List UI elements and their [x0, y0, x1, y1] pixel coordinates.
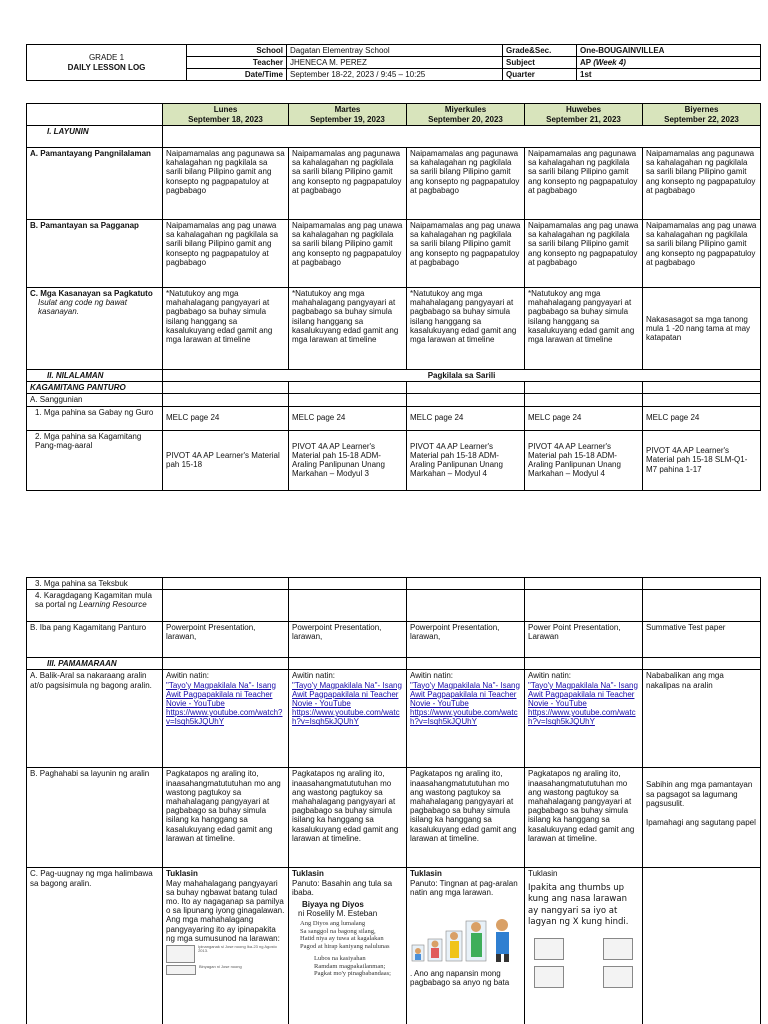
day-date: September 22, 2023	[664, 114, 739, 124]
cell-a-4: Naipamamalas ang pagunawa sa kahalagahan ng pagkilala sa sarili bilang Pilipino gamit ang konsepto ng pagpapatuloy at pagbabago	[643, 148, 761, 220]
header-table	[26, 44, 761, 81]
quarter-value: 1st	[577, 69, 761, 81]
figure-caption-1: Ipinanganak si Jose noong Ika-23 ng Agosto 2013.	[198, 943, 277, 954]
poem-title: Biyaya ng Diyos	[302, 899, 364, 909]
pag-uugnay-row	[27, 868, 761, 1024]
activity-photo-1	[534, 938, 564, 960]
cell-c-1: *Natutukoy ang mga mahahalagang pangyayari at pagbabago sa buhay simula isilang hanggang sa kasalukuyang edad gamit ang mga larawan at timeline	[289, 288, 407, 370]
kagamitan-pahina-label: 2. Mga pahina sa Kagamitang Pang-mag-aaral	[27, 430, 163, 490]
grade-text: GRADE 1	[88, 53, 125, 63]
figure-row	[166, 945, 285, 963]
day-name: Huwebes	[565, 105, 602, 115]
log-title: DAILY LESSON LOG	[67, 62, 146, 72]
day-name: Biyernes	[684, 105, 719, 115]
youtube-link[interactable]: https://www.youtube.com/watch?v=Isqh5kJQUhY	[528, 708, 636, 727]
karagdagan-label: 4. Karagdagang Kagamitan mula sa portal ng	[35, 591, 152, 610]
day-name: Lunes	[213, 105, 238, 115]
balik-3	[525, 670, 643, 768]
cell-a-0: Naipamamalas ang pagunawa sa kahalagahan ng pagkilala sa sarili bilang Pilipino gamit ang konsepto ng pagpapatuloy at pagbabago	[163, 148, 289, 220]
subject-cell	[577, 57, 761, 69]
pagbabago-question: . Ano ang napansin mong pagbabago sa anyo ng bata	[410, 968, 510, 988]
poem-line: Hatid niya ay tuwa at kagalakan	[300, 935, 384, 943]
iba-4: Summative Test paper	[643, 622, 761, 658]
activity-photo-2	[603, 938, 633, 960]
school-value: Dagatan Elementray School	[287, 45, 503, 57]
cell-c-4: Nakasasagot sa mga tanong mula 1 -20 nang tama at may katapatan	[643, 288, 761, 370]
activity-images	[528, 966, 639, 988]
datetime-label: Date/Time	[187, 69, 287, 81]
paghahabi-3: Pagkatapos ng araling ito, inaasahangmatututuhan mo ang wastong pagtukoy sa mahahalagang pangyayari at pagbabago sa buhay simula isilang ka hanggang sa kasalukuyang edad gamit ang larawan at timeline.	[525, 768, 643, 868]
tuklasin-heading-plain: Tuklasin	[528, 869, 558, 879]
label-c-sub: Isulat ang code ng bawat kasanayan.	[38, 298, 127, 317]
awitin-text: Awitin natin:	[166, 671, 209, 681]
teacher-label: Teacher	[187, 57, 287, 69]
label-a: A. Pamantayang Pangnilalaman	[27, 148, 163, 220]
pag-uugnay-label: C. Pag-uugnay ng mga halimbawa sa bagong aralin.	[27, 868, 163, 1024]
day-header-biyernes	[643, 104, 761, 126]
thumbs-up-instructions: Ipakita ang thumbs up kung ang nasa larawan ay nangyari sa iyo at lagyan ng X kung hindi.	[528, 882, 629, 927]
day-date: September 19, 2023	[310, 114, 385, 124]
day-name: Martes	[334, 105, 361, 115]
balik-label: A. Balik-Aral sa nakaraang aralin at/o pagsisimula ng bagong aralin.	[27, 670, 163, 768]
gabay-label: 1. Mga pahina sa Gabay ng Guro	[27, 406, 163, 430]
teksbuk-row	[27, 578, 761, 590]
figure-caption-2: Binyagan ni Jose noong	[199, 963, 242, 969]
gradesec-label: Grade&Sec.	[503, 45, 577, 57]
sanggunian-row	[27, 394, 761, 406]
karagdagan-cell	[27, 590, 163, 622]
row-kasanayan	[27, 288, 761, 370]
gradesec-value: One-BOUGAINVILLEA	[577, 45, 761, 57]
cell-b-1: Naipamamalas ang pag unawa sa kahalagahan ng pagkilala sa sarili bilang Pilipino gamit ang konsepto ng pagpapatuloy at pagbabago	[289, 220, 407, 288]
cell-b-0: Naipamamalas ang pag unawa sa kahalagahan ng pagkilala sa sarili bilang Pilipino gamit ang konsepto ng pagpapatuloy at pagbabago	[163, 220, 289, 288]
layunin-row	[27, 126, 761, 148]
kagamitan-1: PIVOT 4A AP Learner's Material pah 15-18 ADM-Araling Panlipunan Unang Markahan – Modyul 3	[289, 430, 407, 490]
lesson-table-continued	[26, 577, 761, 1024]
cell-a-3: Naipamamalas ang pagunawa sa kahalagahan ng pagkilala sa sarili bilang Pilipino gamit ang konsepto ng pagpapatuloy at pagbabago	[525, 148, 643, 220]
subject-week: (Week 4)	[593, 57, 626, 67]
gabay-4: MELC page 24	[643, 406, 761, 430]
song-link[interactable]: "Tayo'y Magpakilala Na"- Isang Awit Pagpapakilala ni Teacher Novie - YouTube	[410, 680, 520, 708]
subject-value: AP	[580, 57, 591, 67]
awitin-text: Awitin natin:	[528, 671, 571, 681]
gabay-1: MELC page 24	[289, 406, 407, 430]
day-header-lunes	[163, 104, 289, 126]
balik-1	[289, 670, 407, 768]
cell-b-4: Naipamamalas ang pag unawa sa kahalagahan ng pagkilala sa sarili bilang Pilipino gamit ang konsepto ng pagpapatuloy at pagbabago	[643, 220, 761, 288]
lesson-table	[26, 103, 761, 491]
cell-a-1: Naipamamalas ang pagunawa sa kahalagahan ng pagkilala sa sarili bilang Pilipino gamit ang konsepto ng pagpapatuloy at pagbabago	[289, 148, 407, 220]
iba-1: Powerpoint Presentation, larawan,	[289, 622, 407, 658]
school-label: School	[187, 45, 287, 57]
awitin-text: Awitin natin:	[410, 671, 453, 681]
iba-2: Powerpoint Presentation, larawan,	[407, 622, 525, 658]
header-block	[26, 44, 761, 81]
poem-line: Ang Diyos ang lumalang	[300, 920, 366, 928]
activity-photo-4	[603, 966, 633, 988]
teksbuk-label: 3. Mga pahina sa Teksbuk	[27, 578, 163, 590]
awitin-text: Awitin natin:	[292, 671, 335, 681]
day-date: September 18, 2023	[188, 114, 263, 124]
song-link[interactable]: "Tayo'y Magpakilala Na"- Isang Awit Pagpapakilala ni Teacher Novie - YouTube	[292, 680, 402, 708]
paghahabi-4	[643, 768, 761, 868]
pamamaraan-row	[27, 658, 761, 670]
grade-cell	[27, 45, 187, 81]
poem-line: Sa sanggol na bagong silang,	[300, 927, 376, 935]
tuklasin-heading: Tuklasin	[292, 869, 324, 879]
lesson-table-part2	[26, 577, 761, 1024]
karagdagan-italic: Learning Resource	[79, 600, 147, 610]
cell-c-2: *Natutukoy ang mga mahahalagang pangyayari at pagbabago sa buhay simula isilang hanggang sa kasalukuyang edad gamit ang mga larawan at timeline	[407, 288, 525, 370]
pag-uugnay-3	[525, 868, 643, 1024]
karagdagan-row	[27, 590, 761, 622]
cell-c-0: *Natutukoy ang mga mahahalagang pangyayari at pagbabago sa buhay simula isilang hanggang sa kasalukuyang edad gamit ang mga larawan at timeline	[163, 288, 289, 370]
sanggunian-label: A. Sanggunian	[27, 394, 163, 406]
nilalaman-content: Pagkilala sa Sarili	[163, 370, 761, 382]
tuklasin-text: May mahahalagang pangyayari sa buhay ngbawat batang tulad mo. Ito ay nagaganap sa pamilya o sa lipunang iyong ginagalawan. Ang mga mahahalagang pangyayaring ito ay ipinapakita ng mga sumusunod na larawan:	[166, 878, 285, 943]
kagamitan-pahina-row	[27, 430, 761, 490]
layunin-title: I. LAYUNIN	[27, 126, 163, 148]
poem-author: ni Roselily M. Esteban	[298, 909, 378, 919]
song-link[interactable]: "Tayo'y Magpakilala Na"- Isang Awit Pagpapakilala ni Teacher Novie - YouTube	[166, 680, 276, 708]
ipamahagi-text: Ipamahagi ang sagutang papel	[646, 817, 756, 827]
day-date: September 20, 2023	[428, 114, 503, 124]
day-name: Miyerkules	[444, 105, 487, 115]
paghahabi-label: B. Paghahabi sa layunin ng aralin	[27, 768, 163, 868]
paghahabi-row	[27, 768, 761, 868]
song-link[interactable]: "Tayo'y Magpakilala Na"- Isang Awit Pagpapakilala ni Teacher Novie - YouTube	[528, 680, 638, 708]
youtube-link[interactable]: https://www.youtube.com/watch?v=Isqh5kJQUhY	[410, 708, 518, 727]
label-c: C. Mga Kasanayan sa Pagkatuto	[30, 289, 153, 298]
activity-images	[528, 938, 639, 960]
gabay-3: MELC page 24	[525, 406, 643, 430]
day-header-martes	[289, 104, 407, 126]
iba-row	[27, 622, 761, 658]
day-header-huwebes	[525, 104, 643, 126]
label-c-cell	[27, 288, 163, 370]
poem-line: Lubos na kasiyahan	[314, 955, 366, 963]
quarter-label: Quarter	[503, 69, 577, 81]
pag-uugnay-0	[163, 868, 289, 1024]
poem-line: Pagkat mo'y pinagbabandaas;	[314, 970, 391, 978]
cell-a-2: Naipamamalas ang pagunawa sa kahalagahan ng pagkilala sa sarili bilang Pilipino gamit ang konsepto ng pagpapatuloy at pagbabago	[407, 148, 525, 220]
iba-0: Powerpoint Presentation, larawan,	[163, 622, 289, 658]
youtube-link[interactable]: https://www.youtube.com/watch?v=Isqh5kJQUhY	[292, 708, 400, 727]
pamamaraan-title: III. PAMAMARAAN	[27, 658, 163, 670]
baptism-photo	[166, 965, 196, 975]
growth-illustration	[410, 915, 521, 963]
balik-4: Nababalikan ang mga nakalipas na aralin	[643, 670, 761, 768]
corner-cell	[27, 104, 163, 126]
baby-photo	[166, 945, 195, 963]
row-pamantayan-sa-pagganap	[27, 220, 761, 288]
kagamitan-2: PIVOT 4A AP Learner's Material pah 15-18 ADM-Araling Panlipunan Unang Markahan – Modyul 4	[407, 430, 525, 490]
cell-b-2: Naipamamalas ang pag unawa sa kahalagahan ng pagkilala sa sarili bilang Pilipino gamit ang konsepto ng pagpapatuloy at pagbabago	[407, 220, 525, 288]
children-growth-icon	[410, 915, 518, 963]
kagamitan-3: PIVOT 4A AP Learner's Material pah 15-18 ADM-Araling Panlipunan Unang Markahan – Modyul 4	[525, 430, 643, 490]
gabay-2: MELC page 24	[407, 406, 525, 430]
iba-label: B. Iba pang Kagamitang Panturo	[27, 622, 163, 658]
iba-3: Power Point Presentation, Larawan	[525, 622, 643, 658]
teacher-value: JHENECA M. PEREZ	[287, 57, 503, 69]
nilalaman-row	[27, 370, 761, 382]
poem-stanza-2	[292, 955, 403, 977]
kagamitan-title: KAGAMITANG PANTURO	[27, 382, 163, 394]
paghahabi-2: Pagkatapos ng araling ito, inaasahangmatututuhan mo ang wastong pagtukoy sa mahahalagang pangyayari at pagbabago sa buhay simula isilang ka hanggang sa kasalukuyang edad gamit ang larawan at timeline.	[407, 768, 525, 868]
nilalaman-title: II. NILALAMAN	[27, 370, 163, 382]
kagamitan-4: PIVOT 4A AP Learner's Material pah 15-18 SLM-Q1-M7 pahina 1-17	[643, 430, 761, 490]
day-header-row	[27, 104, 761, 126]
pag-uugnay-4	[643, 868, 761, 1024]
day-date: September 21, 2023	[546, 114, 621, 124]
tuklasin-heading: Tuklasin	[410, 869, 442, 879]
panuto-text: Panuto: Basahin ang tula sa ibaba.	[292, 878, 393, 897]
poem-line: Ramdam magpakailanman;	[314, 962, 386, 970]
pag-uugnay-2	[407, 868, 525, 1024]
lesson-table-part1	[26, 103, 761, 491]
label-b: B. Pamantayan sa Pagganap	[27, 220, 163, 288]
pamantayan-text: Sabihin ang mga pamantayan sa pagsagot sa lagumang pagsusulit.	[646, 780, 753, 808]
layunin-empty	[163, 126, 761, 148]
day-header-miyerkules	[407, 104, 525, 126]
cell-c-3: *Natutukoy ang mga mahahalagang pangyayari at pagbabago sa buhay simula isilang hanggang sa kasalukuyang edad gamit ang mga larawan at timeline	[525, 288, 643, 370]
balik-0	[163, 670, 289, 768]
poem-line: Pagod at hirap kaniyang nalulunas	[300, 942, 390, 950]
datetime-value: September 18-22, 2023 / 9:45 – 10:25	[287, 69, 503, 81]
panuto-text: Panuto: Tingnan at pag-aralan natin ang mga larawan.	[410, 878, 518, 897]
poem-stanza-1	[292, 920, 403, 950]
pag-uugnay-1	[289, 868, 407, 1024]
tuklasin-heading: Tuklasin	[166, 869, 198, 879]
balik-2	[407, 670, 525, 768]
gabay-row	[27, 406, 761, 430]
activity-photo-3	[534, 966, 564, 988]
balik-aral-row	[27, 670, 761, 768]
subject-label: Subject	[503, 57, 577, 69]
paghahabi-1: Pagkatapos ng araling ito, inaasahangmatututuhan mo ang wastong pagtukoy sa mahahalagang pangyayari at pagbabago sa buhay simula isilang ka hanggang sa kasalukuyang edad gamit ang larawan at timeline.	[289, 768, 407, 868]
kagamitan-0: PIVOT 4A AP Learner's Material pah 15-18	[163, 430, 289, 490]
youtube-link[interactable]: https://www.youtube.com/watch?v=Isqh5kJQUhY	[166, 708, 283, 727]
figure-row	[166, 965, 285, 975]
paghahabi-0: Pagkatapos ng araling ito, inaasahangmatututuhan mo ang wastong pagtukoy sa mahahalagang pangyayari at pagbabago sa buhay simula isilang ka hanggang sa kasalukuyang edad gamit ang larawan at timeline.	[163, 768, 289, 868]
cell-b-3: Naipamamalas ang pag unawa sa kahalagahan ng pagkilala sa sarili bilang Pilipino gamit ang konsepto ng pagpapatuloy at pagbabago	[525, 220, 643, 288]
gabay-0: MELC page 24	[163, 406, 289, 430]
row-pamantayang-pangnilalaman	[27, 148, 761, 220]
kagamitan-row	[27, 382, 761, 394]
